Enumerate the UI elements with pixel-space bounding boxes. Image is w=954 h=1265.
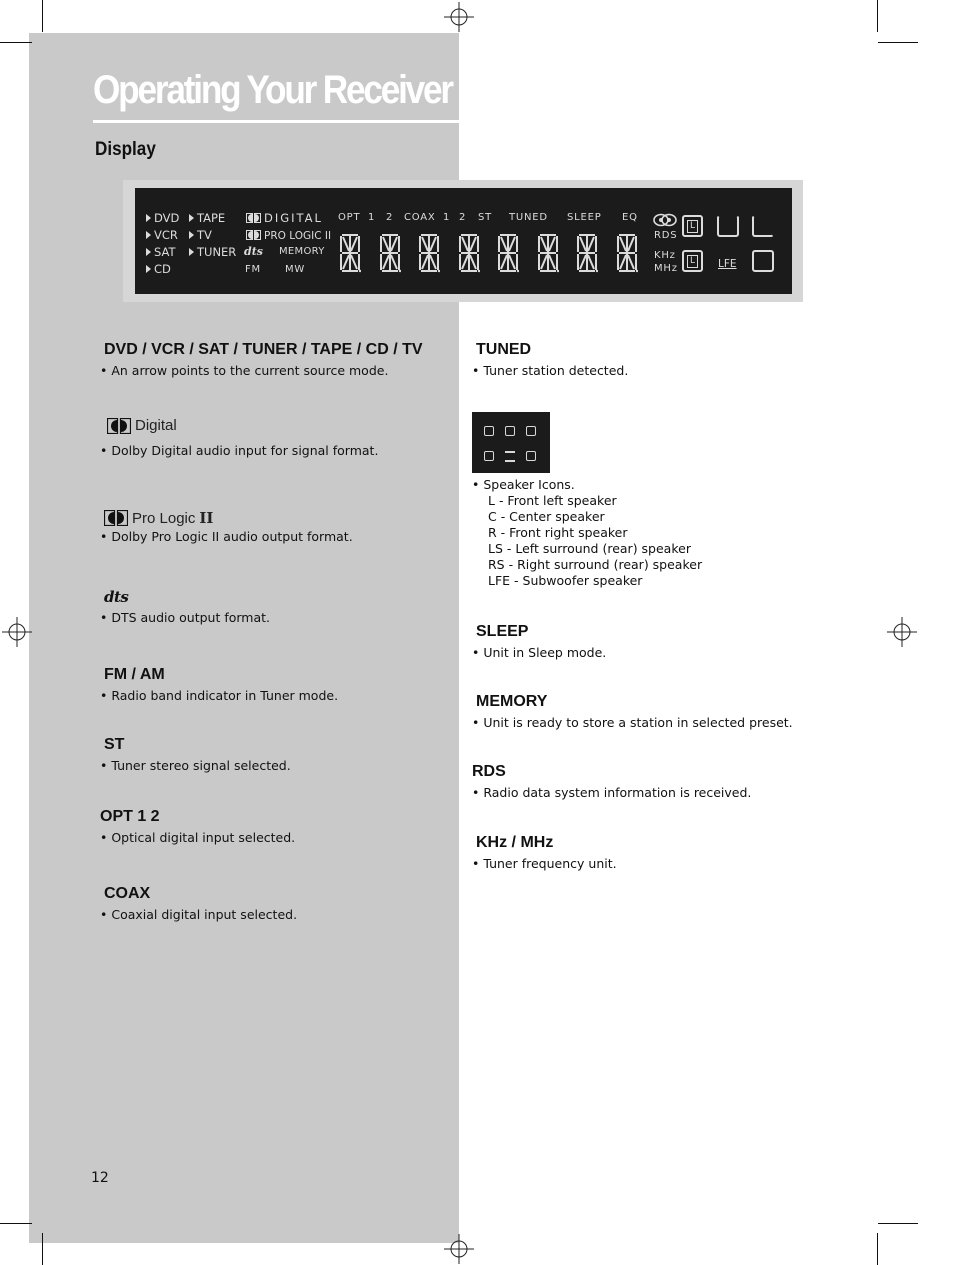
section-coax xyxy=(100,885,444,923)
dolby-logo-icon xyxy=(246,230,261,240)
lcd-band-mw: MW xyxy=(285,264,306,275)
list-item: LFE - Subwoofer speaker xyxy=(488,573,643,588)
section-dolby-digital xyxy=(100,417,444,459)
section-text: • DTS audio output format. xyxy=(100,610,271,625)
list-item: LS - Left surround (rear) speaker xyxy=(488,541,691,556)
lcd-indicator-tuned: TUNED xyxy=(509,212,548,223)
lcd-indicator-sleep: SLEEP xyxy=(567,212,602,223)
lcd-source-tv: TV xyxy=(189,230,212,242)
lcd-source-cd: CD xyxy=(146,264,171,276)
lcd-source-dvd: DVD xyxy=(146,213,179,225)
speaker-line-icon xyxy=(505,460,515,462)
speaker-center-icon xyxy=(717,215,739,237)
lcd-source-vcr: VCR xyxy=(146,230,178,242)
crop-mark xyxy=(878,1223,918,1224)
speaker-lfe-label: LFE xyxy=(718,258,737,270)
speaker-front-right-icon xyxy=(752,215,774,237)
registration-mark-icon xyxy=(887,617,917,647)
section-pro-logic xyxy=(100,509,444,545)
segment-digit xyxy=(576,233,598,273)
list-item: R - Front right speaker xyxy=(488,525,628,540)
section-title: MEMORY xyxy=(476,693,548,710)
segment-digit xyxy=(458,233,480,273)
dts-logo: dts xyxy=(104,588,129,606)
display-panel-screen xyxy=(135,188,792,294)
speaker-line-icon xyxy=(505,451,515,453)
section-title: OPT 1 2 xyxy=(100,808,160,825)
section-text: • Tuner station detected. xyxy=(472,363,629,378)
section-text: • Optical digital input selected. xyxy=(100,830,296,845)
lcd-dolby-digital: DIGITAL xyxy=(246,213,323,225)
rds-symbol-icon xyxy=(653,213,677,227)
lcd-rds: RDS xyxy=(654,230,678,241)
speaker-front-left-icon: L xyxy=(682,215,703,237)
list-item: C - Center speaker xyxy=(488,509,605,524)
title-rule xyxy=(93,120,459,123)
section-text: • Tuner stereo signal selected. xyxy=(100,758,291,773)
speaker-box-icon xyxy=(484,451,494,461)
lcd-indicator-opt1: 1 xyxy=(368,212,376,223)
segment-digit xyxy=(497,233,519,273)
section-text: • Dolby Pro Logic II audio output format. xyxy=(100,529,353,544)
section-text: • Tuner frequency unit. xyxy=(472,856,617,871)
speaker-list xyxy=(488,493,872,589)
speaker-box-icon xyxy=(505,426,515,436)
lcd-indicator-coax: COAX xyxy=(404,212,436,223)
section-st xyxy=(100,736,444,774)
section-title: DVD / VCR / SAT / TUNER / TAPE / CD / TV xyxy=(104,341,423,358)
section-opt xyxy=(100,808,440,846)
section-title: COAX xyxy=(104,885,151,902)
section-title: SLEEP xyxy=(476,623,529,640)
section-text: • Unit is ready to store a station in selected preset. xyxy=(472,715,793,730)
speaker-box-icon xyxy=(526,426,536,436)
lcd-memory: MEMORY xyxy=(279,246,325,257)
section-khz xyxy=(472,834,876,872)
crop-mark xyxy=(878,42,918,43)
section-sources xyxy=(100,341,464,379)
section-title: TUNED xyxy=(476,341,532,358)
crop-mark xyxy=(42,0,43,32)
segment-digit xyxy=(339,233,361,273)
segment-digit xyxy=(418,233,440,273)
page-title: Operating Your Receiver xyxy=(93,68,452,112)
lcd-indicator-coax1: 1 xyxy=(443,212,451,223)
section-text: • Unit in Sleep mode. xyxy=(472,645,607,660)
section-text: • An arrow points to the current source mode. xyxy=(100,363,389,378)
dolby-logo-icon xyxy=(246,213,261,223)
section-title: ST xyxy=(104,736,125,753)
lcd-indicator-opt: OPT xyxy=(338,212,361,223)
section-text: • Coaxial digital input selected. xyxy=(100,907,298,922)
lcd-band-fm: FM xyxy=(245,264,261,275)
registration-mark-icon xyxy=(444,1234,474,1264)
list-item: L - Front left speaker xyxy=(488,493,617,508)
pro-logic-suffix: II xyxy=(199,509,214,527)
crop-mark xyxy=(0,1223,32,1224)
lcd-source-sat: SAT xyxy=(146,247,176,259)
segment-digit xyxy=(537,233,559,273)
crop-mark xyxy=(42,1233,43,1265)
lcd-source-tuner: TUNER xyxy=(189,247,236,259)
speaker-box-icon xyxy=(484,426,494,436)
lcd-indicator-eq: EQ xyxy=(622,212,638,223)
lcd-dts-logo: dts xyxy=(244,245,263,258)
crop-mark xyxy=(877,0,878,32)
dolby-logo-icon xyxy=(104,510,128,526)
page-number: 12 xyxy=(91,1170,109,1186)
speaker-right-surround-icon xyxy=(752,250,774,272)
list-item: RS - Right surround (rear) speaker xyxy=(488,557,703,572)
section-tuned xyxy=(472,341,876,379)
dolby-digital-logo xyxy=(104,417,444,434)
section-rds xyxy=(472,763,892,801)
segment-digit xyxy=(616,233,638,273)
section-memory xyxy=(472,693,896,731)
dolby-digital-text: Digital xyxy=(135,417,177,434)
registration-mark-icon xyxy=(444,2,474,32)
pro-logic-text: Pro Logic xyxy=(132,509,196,527)
section-text: • Radio band indicator in Tuner mode. xyxy=(100,688,339,703)
section-speakers xyxy=(472,477,872,589)
section-subtitle: Display xyxy=(95,139,156,160)
section-dts xyxy=(100,588,444,626)
dolby-logo-icon xyxy=(107,418,131,434)
section-title: RDS xyxy=(472,763,506,780)
section-title: FM / AM xyxy=(104,666,165,683)
speaker-left-surround-icon: L xyxy=(682,250,703,272)
lcd-pro-logic: PRO LOGIC II xyxy=(246,230,331,242)
speaker-intro: • Speaker Icons. xyxy=(472,477,575,492)
lcd-indicator-coax2: 2 xyxy=(459,212,467,223)
lcd-source-tape: TAPE xyxy=(189,213,225,225)
section-text: • Dolby Digital audio input for signal format. xyxy=(100,443,379,458)
section-title: KHz / MHz xyxy=(476,834,554,851)
lcd-indicator-opt2: 2 xyxy=(386,212,394,223)
speaker-icons-thumbnail xyxy=(472,412,550,473)
section-fm-am xyxy=(100,666,444,704)
lcd-indicator-st: ST xyxy=(478,212,493,223)
lcd-mhz: MHz xyxy=(654,263,678,274)
crop-mark xyxy=(0,42,32,43)
registration-mark-icon xyxy=(2,617,32,647)
crop-mark xyxy=(877,1233,878,1265)
pro-logic-logo xyxy=(104,509,444,527)
segment-digit xyxy=(379,233,401,273)
section-text: • Radio data system information is received. xyxy=(472,785,752,800)
lcd-khz: KHz xyxy=(654,250,676,261)
speaker-box-icon xyxy=(526,451,536,461)
section-sleep xyxy=(472,623,876,661)
